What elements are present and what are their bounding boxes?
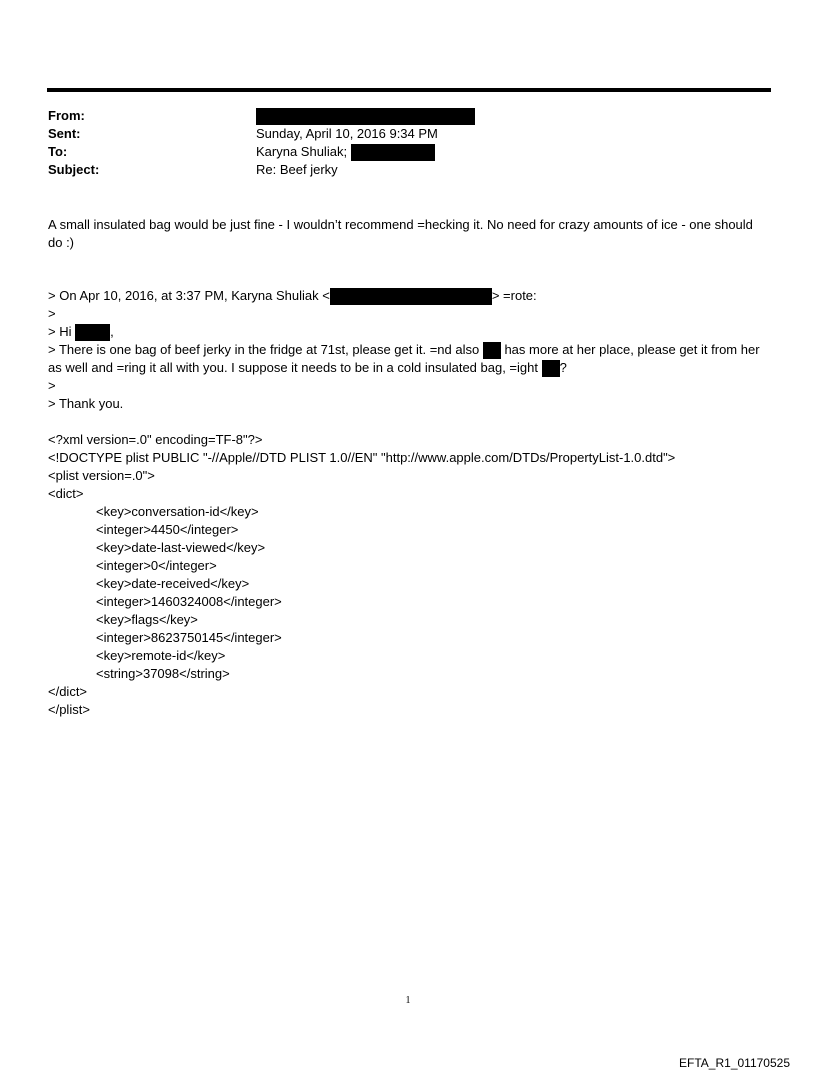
quoted-text: > Hi: [48, 324, 72, 339]
sent-label: Sent:: [48, 126, 81, 141]
page-number: 1: [405, 995, 411, 1006]
quoted-text: > There is one bag of beef jerky in the fridge at 71st, please get it. =nd also: [48, 342, 480, 357]
plist-line: <integer>8623750145</integer>: [96, 630, 282, 645]
plist-line: <key>date-received</key>: [96, 576, 250, 591]
quoted-line: [48, 323, 768, 341]
bates-number: EFTA_R1_01170525: [679, 1056, 790, 1070]
quoted-text: ,: [110, 324, 114, 339]
to-value: [256, 143, 435, 161]
plist-line: <plist version=.0">: [48, 468, 155, 483]
quoted-text: > On Apr 10, 2016, at 3:37 PM, Karyna Shuliak <: [48, 288, 330, 303]
plist-line: <string>37098</string>: [96, 666, 230, 681]
redaction: [483, 342, 501, 359]
plist-line: <integer>4450</integer>: [96, 522, 239, 537]
quoted-message: [48, 287, 768, 413]
plist-line: </dict>: [48, 684, 88, 699]
subject-value: Re: Beef jerky: [256, 162, 338, 177]
plist-line: <integer>1460324008</integer>: [96, 594, 282, 609]
quoted-text: > =rote:: [491, 288, 537, 303]
plist-line: <?xml version=.0" encoding=TF-8"?>: [48, 432, 263, 447]
quoted-line: [48, 287, 768, 305]
redaction: [75, 324, 110, 341]
from-label: From:: [48, 108, 85, 123]
header-rule: [47, 88, 771, 92]
plist-line: <!DOCTYPE plist PUBLIC "-//Apple//DTD PLIST 1.0//EN" "http://www.apple.com/DTDs/PropertyList-1.0.dtd">: [48, 450, 676, 465]
plist-line: <key>conversation-id</key>: [96, 504, 259, 519]
quoted-line: >: [48, 378, 56, 394]
quoted-text: ?: [559, 360, 567, 376]
plist-line: <dict>: [48, 486, 84, 501]
plist-line: <key>remote-id</key>: [96, 648, 226, 663]
quoted-line: >: [48, 306, 56, 321]
from-value: [256, 107, 475, 125]
quoted-text: has more at her place, please get it from her as well and =ring it all with you. I suppose it needs to be in a cold insulated bag, =ight: [48, 342, 760, 376]
reply-text: A small insulated bag would be just fine - I wouldn’t recommend =hecking it. No need for crazy amounts of ice - one should do :): [48, 217, 753, 250]
to-label: To:: [48, 144, 68, 159]
subject-label: Subject:: [48, 162, 100, 177]
redaction: [542, 360, 560, 377]
plist-line: <integer>0</integer>: [96, 558, 217, 573]
plist-line: <key>date-last-viewed</key>: [96, 540, 266, 555]
redaction: [351, 144, 435, 161]
plist-line: <key>flags</key>: [96, 612, 198, 627]
redaction: [330, 288, 492, 305]
quoted-line: > Thank you.: [48, 396, 124, 412]
plist-block: [48, 431, 768, 719]
redaction: [256, 108, 475, 125]
to-recipient: Karyna Shuliak;: [256, 144, 348, 159]
plist-line: </plist>: [48, 702, 90, 717]
sent-value: Sunday, April 10, 2016 9:34 PM: [256, 126, 438, 141]
quoted-paragraph: [48, 341, 768, 377]
